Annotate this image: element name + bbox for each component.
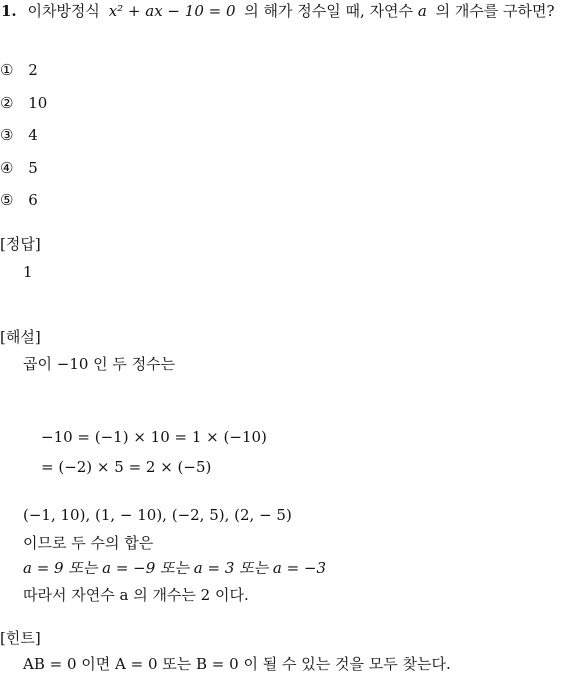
choice-value: 5 [28, 159, 38, 177]
choice-4[interactable] [0, 160, 38, 177]
question-suffix: 의 해가 정수일 때, 자연수 [244, 2, 414, 20]
choice-value: 4 [28, 126, 38, 144]
choice-marker: ① [0, 61, 14, 79]
question-var-a: a [417, 2, 427, 20]
question-line [1, 3, 555, 20]
choice-value: 6 [28, 191, 38, 209]
question-prefix: 이차방정식 [27, 2, 100, 20]
explanation-label: [해설] [0, 328, 41, 346]
question-number: 1. [1, 2, 17, 20]
choice-marker: ⑤ [0, 191, 14, 209]
question-suffix2: 의 개수를 구하면? [435, 2, 555, 20]
choice-value: 10 [28, 94, 48, 112]
explanation-eq1: −10 = (−1) × 10 = 1 × (−10) [41, 428, 267, 446]
answer-label: [정답] [0, 235, 41, 253]
explanation-a-values: a = 9 또는 a = −9 또는 a = 3 또는 a = −3 [23, 559, 327, 577]
choice-1[interactable] [0, 62, 38, 79]
answer-value: 1 [23, 263, 33, 281]
explanation-eq2: = (−2) × 5 = 2 × (−5) [41, 458, 212, 476]
hint-label: [힌트] [0, 629, 41, 647]
explanation-pairs: (−1, 10), (1, − 10), (−2, 5), (2, − 5) [23, 506, 292, 524]
explanation-conclusion: 따라서 자연수 a 의 개수는 2 이다. [23, 586, 249, 604]
explanation-intro: 곱이 −10 인 두 정수는 [23, 355, 176, 373]
choice-value: 2 [28, 61, 38, 79]
question-equation: x² + ax − 10 = 0 [108, 2, 236, 20]
choice-2[interactable] [0, 95, 47, 112]
explanation-sum-line: 이므로 두 수의 합은 [23, 534, 154, 552]
choice-marker: ③ [0, 126, 14, 144]
hint-text: AB = 0 이면 A = 0 또는 B = 0 이 될 수 있는 것을 모두 찾는다. [23, 655, 451, 673]
choice-3[interactable] [0, 127, 38, 144]
choice-marker: ④ [0, 159, 14, 177]
choice-5[interactable] [0, 192, 38, 209]
choice-marker: ② [0, 94, 14, 112]
